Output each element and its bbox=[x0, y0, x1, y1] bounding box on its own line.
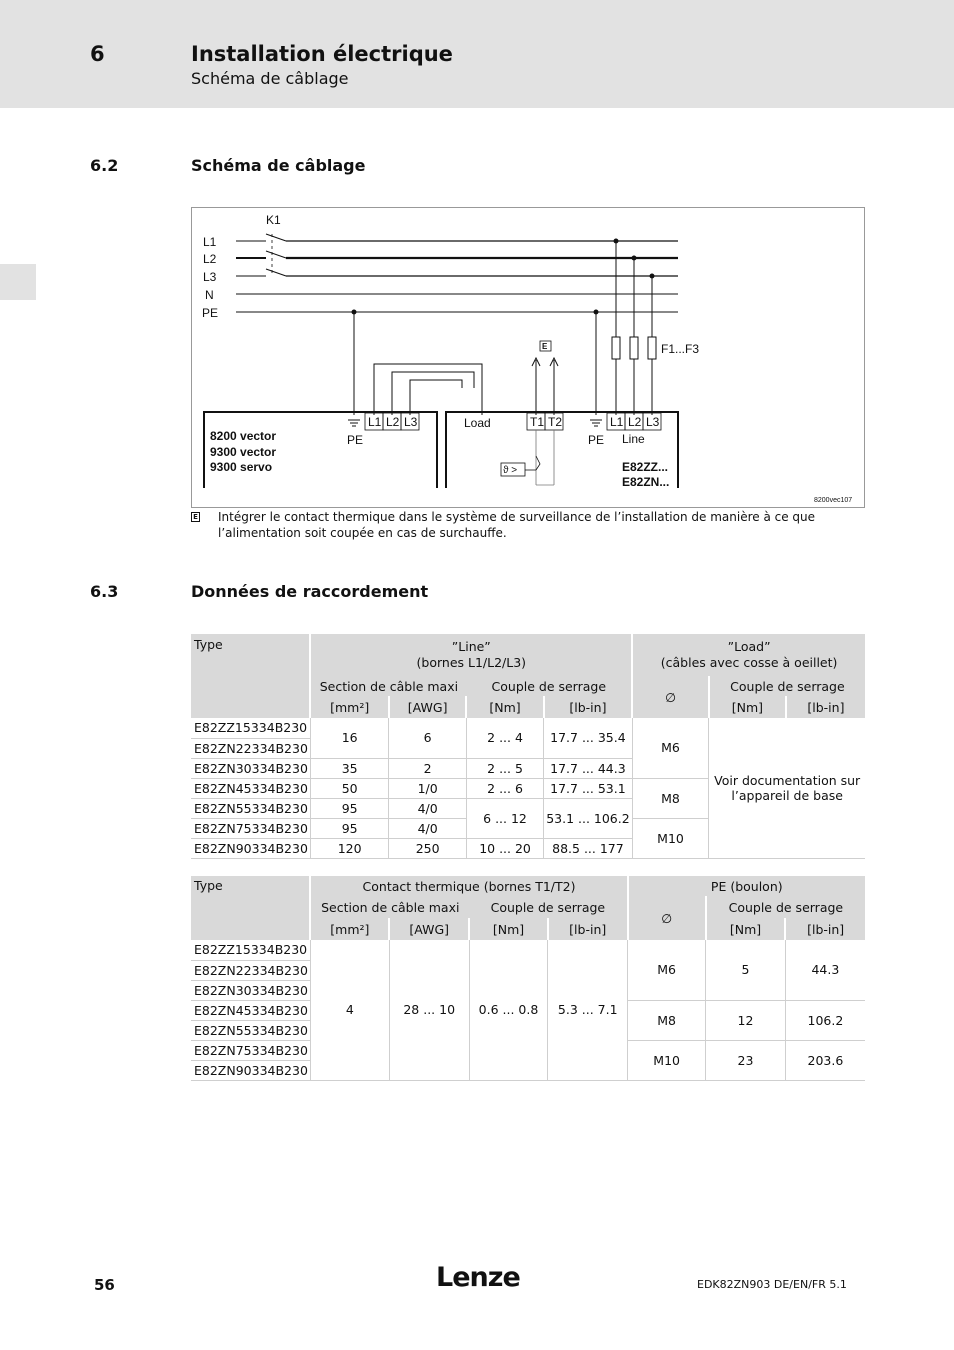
terminal-t1: T1 bbox=[530, 415, 545, 429]
header-torque: Couple de serrage bbox=[466, 676, 632, 696]
note-marker-e: E bbox=[542, 342, 548, 351]
note-e-icon: E bbox=[191, 512, 200, 522]
section-number-63: 6.3 bbox=[90, 582, 119, 601]
line-load-table bbox=[191, 634, 865, 859]
left-device-line2: 9300 vector bbox=[210, 445, 277, 459]
table-row: E82ZN22334B230 bbox=[191, 960, 865, 980]
load-label: Load bbox=[464, 416, 491, 430]
document-reference: EDK82ZN903 DE/EN/FR 5.1 bbox=[697, 1278, 847, 1291]
section-number: 6.2 bbox=[90, 156, 119, 175]
chapter-number: 6 bbox=[90, 42, 105, 66]
table-row: E82ZN75334B230 95 4/0 M10 bbox=[191, 818, 865, 838]
left-device-line1: 8200 vector bbox=[210, 429, 277, 443]
unit-nm: [Nm] bbox=[466, 696, 543, 718]
table-row: E82ZN45334B230 M8 12 106.2 bbox=[191, 1000, 865, 1020]
table-row: E82ZN90334B230 120 250 10 ... 20 88.5 ... 177 bbox=[191, 838, 865, 858]
table-row: E82ZZ15334B230 4 28 ... 10 0.6 ... 0.8 5.3 ... 7.1 M6 5 44.3 bbox=[191, 940, 865, 960]
page-number: 56 bbox=[94, 1276, 115, 1294]
line-label-l3: L3 bbox=[203, 270, 217, 284]
diagram-ref: 8200vec107 bbox=[814, 497, 853, 504]
line-label-n: N bbox=[205, 288, 214, 302]
header-load: ”Load” (câbles avec cosse à oeillet) bbox=[632, 634, 865, 676]
table-row: E82ZN55334B230 bbox=[191, 1020, 865, 1040]
header-pe: PE (boulon) bbox=[628, 876, 865, 896]
unit-mm2-2: [mm²] bbox=[310, 918, 389, 940]
unit-mm2: [mm²] bbox=[310, 696, 388, 718]
header-type-2: Type bbox=[191, 876, 310, 940]
thermo-symbol: ϑ > bbox=[503, 465, 518, 476]
right-device-line1: E82ZZ... bbox=[622, 460, 669, 474]
left-pe-label: PE bbox=[347, 433, 364, 447]
unit-awg: [AWG] bbox=[389, 696, 466, 718]
header-section-2: Section de câble maxi bbox=[310, 896, 469, 918]
header-thermal: Contact thermique (bornes T1/T2) bbox=[310, 876, 627, 896]
wiring-diagram bbox=[191, 207, 865, 508]
table-row: E82ZN55334B230 95 4/0 6 ... 12 53.1 ... 106.2 bbox=[191, 798, 865, 818]
right-terminal-l2: L2 bbox=[628, 415, 642, 429]
left-terminal-l3: L3 bbox=[404, 415, 418, 429]
table-row: E82ZZ15334B230 16 6 2 ... 4 17.7 ... 35.4 M6 Voir documentation sur l’appareil de base bbox=[191, 718, 865, 738]
chapter-subtitle: Schéma de câblage bbox=[191, 69, 349, 88]
chapter-title: Installation électrique bbox=[191, 42, 453, 66]
header-section: Section de câble maxi bbox=[310, 676, 466, 696]
header-torque-load: Couple de serrage bbox=[709, 676, 865, 696]
right-device-line2: E82ZN... bbox=[622, 475, 670, 489]
table-row: E82ZN75334B230 M10 23 203.6 bbox=[191, 1040, 865, 1060]
fuse-label: F1...F3 bbox=[661, 342, 700, 356]
line-label-l2: L2 bbox=[203, 252, 217, 266]
table-row: E82ZN22334B230 bbox=[191, 738, 865, 758]
table-row: E82ZN90334B230 bbox=[191, 1060, 865, 1080]
load-note: Voir documentation sur l’appareil de base bbox=[709, 718, 865, 858]
line-label-pe: PE bbox=[202, 306, 219, 320]
header-torque-pe: Couple de serrage bbox=[706, 896, 865, 918]
header-type: Type bbox=[191, 634, 310, 718]
unit-nm-pe: [Nm] bbox=[706, 918, 786, 940]
unit-awg-2: [AWG] bbox=[389, 918, 469, 940]
table-row: E82ZN30334B230 bbox=[191, 980, 865, 1000]
table-row: E82ZN30334B230 35 2 2 ... 5 17.7 ... 44.3 bbox=[191, 758, 865, 778]
left-device-line3: 9300 servo bbox=[210, 460, 273, 474]
unit-nm-load: [Nm] bbox=[709, 696, 786, 718]
header-torque-2: Couple de serrage bbox=[469, 896, 627, 918]
thermal-pe-table bbox=[191, 876, 865, 1081]
lenze-logo: Lenze bbox=[436, 1262, 520, 1293]
section-title-63: Données de raccordement bbox=[191, 582, 429, 601]
unit-lbin-pe: [lb-in] bbox=[785, 918, 865, 940]
header-band bbox=[0, 0, 954, 108]
header-line: ”Line” (bornes L1/L2/L3) bbox=[310, 634, 632, 676]
section-title: Schéma de câblage bbox=[191, 156, 366, 175]
left-terminal-l2: L2 bbox=[386, 415, 400, 429]
left-terminal-l1: L1 bbox=[368, 415, 382, 429]
right-pe-label: PE bbox=[588, 433, 605, 447]
table-row: E82ZN45334B230 50 1/0 2 ... 6 17.7 ... 53.1 M8 bbox=[191, 778, 865, 798]
right-terminal-l1: L1 bbox=[610, 415, 624, 429]
right-terminal-l3: L3 bbox=[646, 415, 660, 429]
unit-lbin-load: [lb-in] bbox=[786, 696, 865, 718]
line-label-l1: L1 bbox=[203, 235, 217, 249]
note-text: Intégrer le contact thermique dans le système de surveillance de l’installation de manière à ce que l’alimentation soit coupée en cas de surchauffe. bbox=[218, 510, 816, 540]
side-tab-marker bbox=[0, 264, 36, 300]
contactor-label: K1 bbox=[266, 213, 281, 227]
header-diameter-2: ∅ bbox=[628, 896, 706, 940]
unit-nm-2: [Nm] bbox=[469, 918, 548, 940]
unit-lbin: [lb-in] bbox=[544, 696, 632, 718]
right-line-label: Line bbox=[622, 432, 645, 446]
header-diameter: ∅ bbox=[632, 676, 709, 718]
unit-lbin-2: [lb-in] bbox=[548, 918, 628, 940]
terminal-t2: T2 bbox=[548, 415, 563, 429]
